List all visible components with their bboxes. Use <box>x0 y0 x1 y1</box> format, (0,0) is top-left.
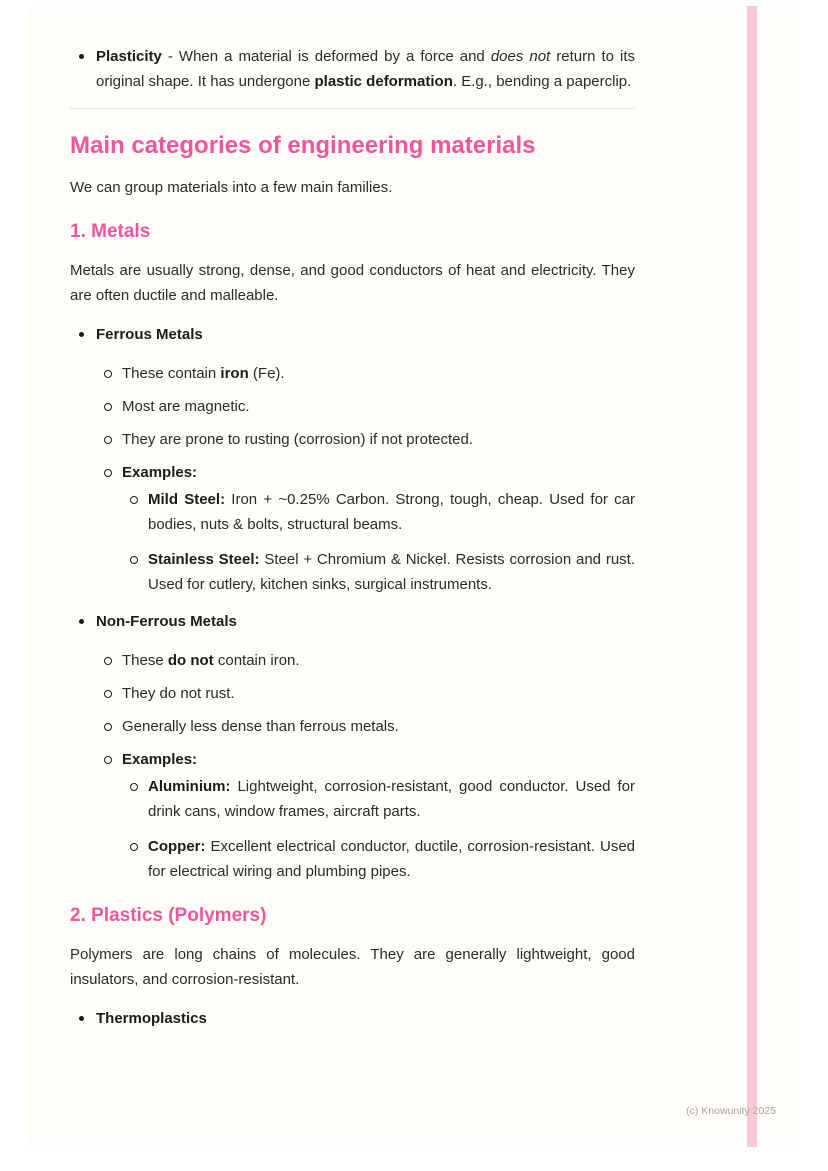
ferrous-point-rusting: They are prone to rusting (corrosion) if not protected. <box>96 427 635 452</box>
ferrous-point-iron: These contain iron (Fe). <box>96 361 635 386</box>
non-ferrous-point-no-iron: These do not contain iron. <box>96 648 635 673</box>
thermoplastics-item <box>70 1006 635 1031</box>
ferrous-metals-item <box>70 322 635 597</box>
non-ferrous-point-density: Generally less dense than ferrous metals. <box>96 714 635 739</box>
metals-list <box>70 322 635 884</box>
ferrous-examples-list <box>122 487 635 597</box>
plastics-list <box>70 1006 635 1031</box>
non-ferrous-points-list <box>96 648 635 884</box>
section-divider <box>70 108 635 109</box>
metals-intro-paragraph: Metals are usually strong, dense, and good conductors of heat and electricity. They are often ductile and malleable. <box>70 262 635 304</box>
side-stripe <box>747 6 757 1147</box>
non-ferrous-point-no-rust: They do not rust. <box>96 681 635 706</box>
metals-section-heading: 1. Metals <box>70 221 151 242</box>
non-ferrous-metals-title: Non-Ferrous Metals <box>96 613 237 630</box>
aluminium-example: Aluminium: Lightweight, corrosion-resistant, good conductor. Used for drink cans, window frames, aircraft parts. <box>122 774 635 824</box>
thermoplastics-title: Thermoplastics <box>96 1010 207 1027</box>
ferrous-metals-title: Ferrous Metals <box>96 326 203 343</box>
document-page <box>28 6 800 1147</box>
non-ferrous-examples-list <box>122 774 635 884</box>
non-ferrous-examples-item <box>96 747 635 884</box>
ferrous-point-magnetic: Most are magnetic. <box>96 394 635 419</box>
plastics-section-heading: 2. Plastics (Polymers) <box>70 905 267 926</box>
stainless-steel-example: Stainless Steel: Steel + Chromium & Nickel. Resists corrosion and rust. Used for cutlery, kitchen sinks, surgical instruments. <box>122 547 635 597</box>
plasticity-item: Plasticity - When a material is deformed by a force and does not return to its original shape. It has undergone plastic deformation. E.g., bending a paperclip. <box>70 44 635 94</box>
families-paragraph: We can group materials into a few main families. <box>70 179 393 196</box>
mild-steel-example: Mild Steel: Iron + ~0.25% Carbon. Strong, tough, cheap. Used for car bodies, nuts & bolts, structural beams. <box>122 487 635 537</box>
ferrous-points-list <box>96 361 635 597</box>
non-ferrous-examples-label: Examples: <box>122 751 198 768</box>
plastics-intro-paragraph: Polymers are long chains of molecules. They are generally lightweight, good insulators, and corrosion-resistant. <box>70 946 635 988</box>
non-ferrous-metals-item <box>70 609 635 884</box>
main-heading: Main categories of engineering materials <box>70 132 536 159</box>
footer-credit: (c) Knowunity 2025 <box>686 1105 776 1117</box>
ferrous-examples-item <box>96 460 635 597</box>
ferrous-examples-label: Examples: <box>122 464 198 481</box>
copper-example: Copper: Excellent electrical conductor, ductile, corrosion-resistant. Used for electrical wiring and plumbing pipes. <box>122 834 635 884</box>
properties-list <box>70 44 635 94</box>
document-content <box>28 6 800 1031</box>
